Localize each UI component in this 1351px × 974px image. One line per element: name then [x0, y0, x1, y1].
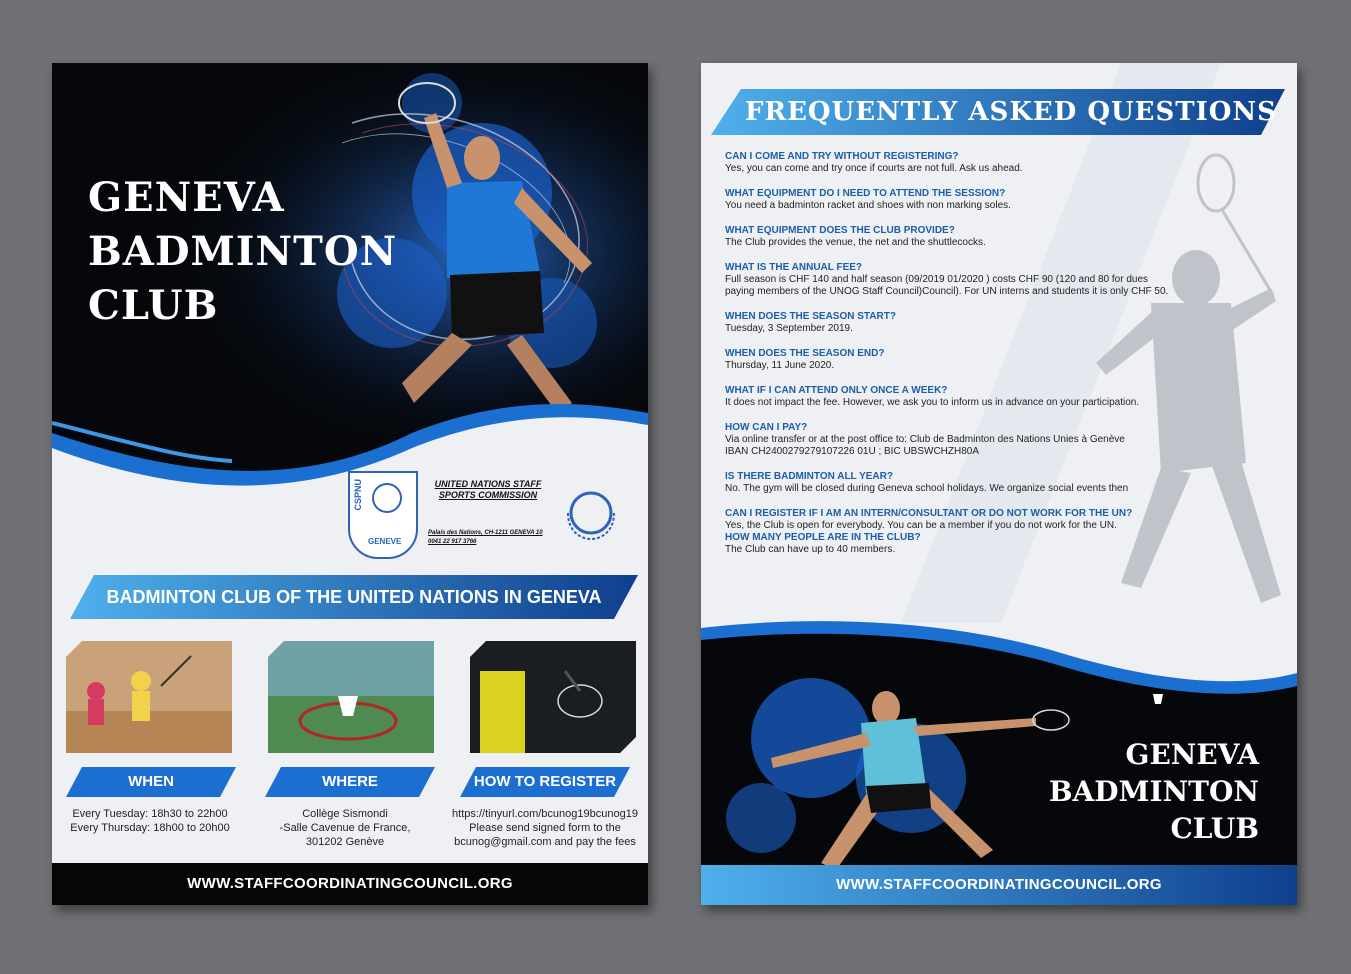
title-line: GENEVA — [1125, 738, 1259, 771]
faq-answer: The Club can have up to 40 members. — [725, 544, 896, 555]
info-line: 301202 Genève — [305, 836, 385, 848]
front-footer — [52, 863, 648, 905]
staff-council-logo-icon — [558, 483, 624, 543]
how-to-register-label — [460, 767, 630, 797]
faq-title: FREQUENTLY ASKED QUESTIONS — [745, 97, 1277, 127]
faq-header — [711, 89, 1285, 135]
where-info — [250, 807, 440, 849]
un-emblem-icon — [372, 483, 402, 513]
faq-list — [725, 151, 1195, 556]
cspnu-geneve-logo — [348, 471, 418, 559]
flyer-front-page — [52, 63, 648, 905]
when-label — [66, 767, 236, 797]
faq-answer: Full season is CHF 140 and half season (09/2019 01/2020 ) costs CHF 90 (120 and 80 for dues — [725, 274, 1149, 285]
info-line: Please send signed form to the — [469, 822, 621, 834]
faq-question: WHAT EQUIPMENT DO I NEED TO ATTEND THE SESSION? — [725, 188, 1006, 199]
back-footer — [701, 865, 1297, 905]
where-label — [265, 767, 435, 797]
back-club-title — [1049, 736, 1259, 847]
where-label-text: WHERE — [322, 773, 378, 790]
sponsor-logos — [348, 471, 638, 561]
title-line: GENEVA — [88, 174, 285, 221]
banner-text: BADMINTON CLUB OF THE UNITED NATIONS IN GENEVA — [106, 587, 602, 607]
faq-answer: The Club provides the venue, the net and the shuttlecocks. — [725, 237, 986, 248]
faq-answer: IBAN CH2400279279107226 01U ; BIC UBSWCHZH80A — [725, 446, 980, 457]
title-line: BADMINTON — [1048, 775, 1259, 808]
commission-name: UNITED NATIONS STAFF SPORTS COMMISSION — [434, 479, 542, 500]
info-line: Every Tuesday: 18h30 to 22h00 — [72, 808, 228, 820]
faq-answer: paying members of the UNOG Staff Council)Council). For UN interns and students it is only CHF 50. — [725, 286, 1169, 297]
address-line: Palais des Nations, CH-1211 GENEVA 10 — [428, 530, 543, 536]
title-line: CLUB — [88, 282, 219, 329]
cspnu-text: CSPNU — [353, 479, 363, 511]
faq-question: WHAT IS THE ANNUAL FEE? — [725, 262, 863, 273]
register-link[interactable]: https://tinyurl.com/bcunog19bcunog19 — [452, 808, 638, 820]
faq-answer: You need a badminton racket and shoes with non marking soles. — [725, 200, 1011, 211]
faq-answer: Yes, the Club is open for everybody. You can be a member if you do not work for the UN. — [725, 520, 1117, 531]
when-info — [55, 807, 245, 835]
faq-question: WHEN DOES THE SEASON END? — [725, 348, 885, 359]
when-photo — [66, 641, 232, 753]
faq-answer: Via online transfer or at the post office to: Club de Badminton des Nations Unies à Genève — [725, 434, 1125, 445]
faq-question: WHAT IF I CAN ATTEND ONLY ONCE A WEEK? — [725, 385, 948, 396]
how-to-register-info — [450, 807, 640, 849]
how-to-register-label-text: HOW TO REGISTER — [473, 773, 617, 790]
title-line: CLUB — [1170, 812, 1259, 845]
faq-question: CAN I COME AND TRY WITHOUT REGISTERING? — [725, 151, 959, 162]
faq-question: HOW MANY PEOPLE ARE IN THE CLUB? — [725, 532, 921, 543]
info-line: Collège Sismondi — [302, 808, 388, 820]
info-line: -Salle Cavenue de France, — [279, 822, 411, 834]
where-photo — [268, 641, 434, 753]
faq-question: WHEN DOES THE SEASON START? — [725, 311, 896, 322]
title-line: BADMINTON — [88, 228, 398, 275]
faq-answer: Yes, you can come and try once if courts are not full. Ask us ahead. — [725, 163, 1023, 174]
faq-question: HOW CAN I PAY? — [725, 422, 808, 433]
faq-answer: It does not impact the fee. However, we ask you to inform us in advance on your participation. — [725, 397, 1140, 408]
when-label-text: WHEN — [128, 773, 174, 790]
how-to-register-photo — [470, 641, 636, 753]
faq-question: IS THERE BADMINTON ALL YEAR? — [725, 471, 893, 482]
faq-question: CAN I REGISTER IF I AM AN INTERN/CONSULTANT OR DO NOT WORK FOR THE UN? — [725, 508, 1133, 519]
info-line: bcunog@gmail.com and pay the fees — [454, 836, 636, 848]
faq-answer: Tuesday, 3 September 2019. — [725, 323, 853, 334]
website-link[interactable]: WWW.STAFFCOORDINATINGCOUNCIL.ORG — [187, 875, 513, 892]
commission-address — [428, 529, 558, 547]
club-banner — [70, 575, 638, 619]
faq-answer: Thursday, 11 June 2020. — [725, 360, 835, 371]
faq-question: WHAT EQUIPMENT DOES THE CLUB PROVIDE? — [725, 225, 955, 236]
faq-answer: No. The gym will be closed during Geneva school holidays. We organize social events then — [725, 483, 1129, 494]
geneve-text: GENEVE — [368, 537, 402, 546]
website-link[interactable]: WWW.STAFFCOORDINATINGCOUNCIL.ORG — [836, 876, 1162, 893]
info-line: Every Thursday: 18h00 to 20h00 — [70, 822, 230, 834]
phone-line: 0041 22 917 3766 — [428, 539, 477, 545]
club-title — [88, 171, 397, 333]
flyer-back-page — [701, 63, 1297, 905]
